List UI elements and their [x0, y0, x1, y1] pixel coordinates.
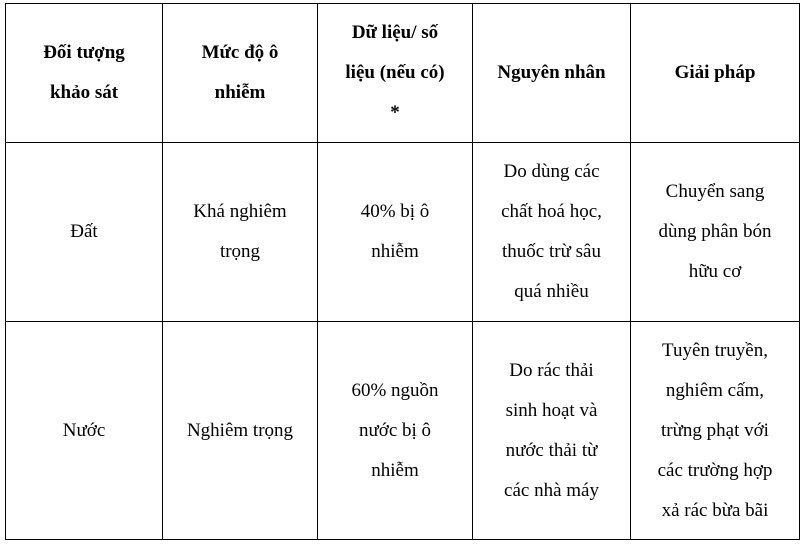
header-label: Giải pháp: [674, 62, 756, 83]
table-cell: [631, 143, 800, 322]
table-cell: [163, 322, 318, 540]
table-cell: [473, 322, 631, 540]
header-doi-tuong: [6, 4, 163, 143]
cell-text: Nước: [62, 419, 106, 441]
table-row: [6, 322, 800, 540]
header-label: Đối tượng khảo sát: [43, 42, 125, 103]
table-header-row: [6, 4, 800, 143]
header-nguyen-nhan: [473, 4, 631, 143]
cell-text: 60% nguồn nước bị ô nhiễm: [351, 379, 439, 481]
header-muc-do: [163, 4, 318, 143]
header-label: Mức độ ô nhiễm: [201, 42, 279, 103]
header-label: Dữ liệu/ số liệu (nếu có) *: [345, 22, 445, 123]
table-cell: [6, 322, 163, 540]
table-cell: [631, 322, 800, 540]
cell-text: Chuyển sang dùng phân bón hữu cơ: [658, 181, 772, 282]
cell-text: Đất: [70, 221, 98, 242]
survey-table: [5, 3, 800, 540]
cell-text: Do rác thải sinh hoạt và nước thải từ các nhà máy: [504, 359, 599, 501]
cell-text: Tuyên truyền, nghiêm cấm, trừng phạt với các trường hợp xả rác bừa bãi: [657, 339, 773, 521]
table-cell: [318, 322, 473, 540]
cell-text: Nghiêm trọng: [186, 419, 294, 441]
cell-text: Khá nghiêm trọng: [193, 201, 287, 262]
cell-text: 40% bị ô nhiễm: [360, 201, 430, 262]
cell-text: Do dùng các chất hoá học, thuốc trừ sâu quá nhiều: [501, 161, 602, 302]
table-cell: [318, 143, 473, 322]
header-du-lieu: [318, 4, 473, 143]
header-label: Nguyên nhân: [497, 62, 606, 83]
table-cell: [473, 143, 631, 322]
table-cell: [6, 143, 163, 322]
table-cell: [163, 143, 318, 322]
header-giai-phap: [631, 4, 800, 143]
table-row: [6, 143, 800, 322]
